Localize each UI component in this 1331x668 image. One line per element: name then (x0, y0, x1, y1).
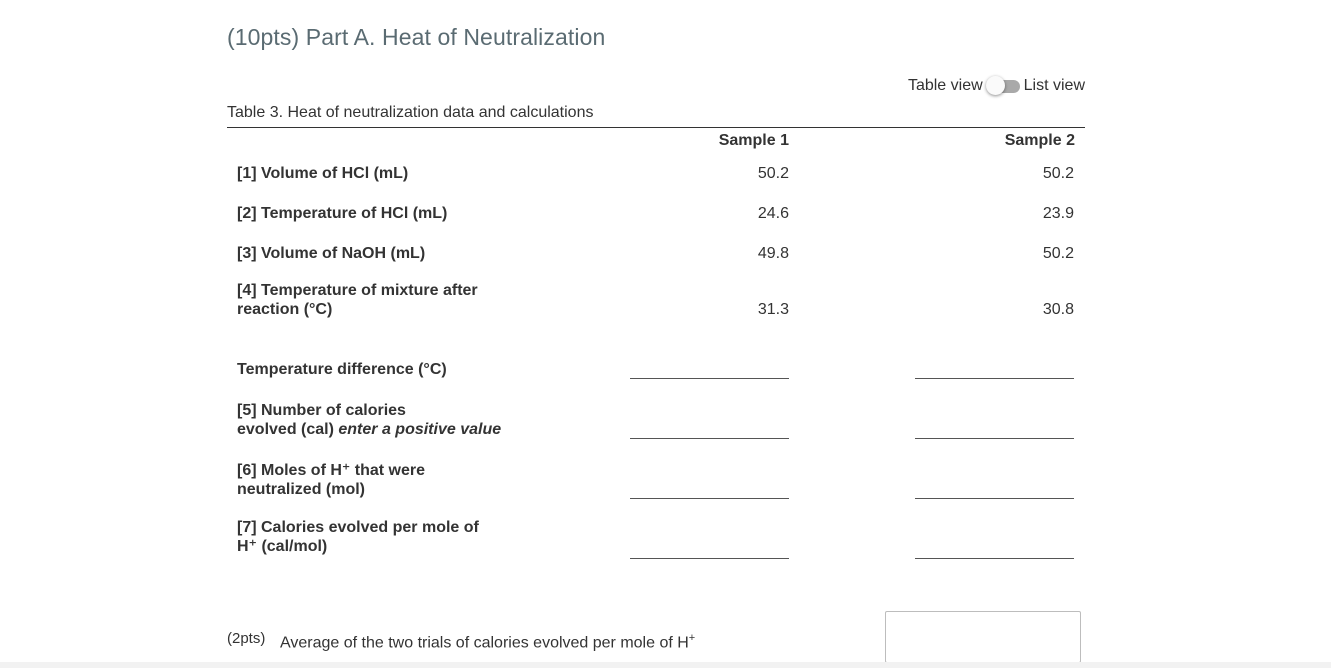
view-toggle (908, 77, 1085, 95)
row-label-moles-h-plus (237, 461, 425, 499)
average-label-text: Average of the two trials of calories evolved per mole of H (280, 634, 689, 652)
row-label-temperature-hcl: [2] Temperature of HCl (mL) (237, 205, 448, 222)
value-temperature-mixture-sample-2: 30.8 (1042, 301, 1074, 318)
row-label-temperature-mixture (237, 281, 478, 319)
value-temperature-hcl-sample-1: 24.6 (757, 205, 789, 222)
row-label-line: reaction (°C) (237, 301, 333, 318)
temperature-difference-sample-1-input[interactable] (630, 360, 789, 379)
row-label-volume-naoh: [3] Volume of NaOH (mL) (237, 245, 426, 262)
average-calories-input[interactable] (885, 611, 1081, 663)
moles-h-plus-sample-1-input[interactable] (630, 480, 789, 499)
average-label-superscript: + (688, 632, 696, 644)
value-volume-hcl-sample-1: 50.2 (757, 165, 789, 182)
view-toggle-switch[interactable] (986, 79, 1022, 94)
row-label-line: evolved (cal) (237, 421, 339, 438)
part-title: (10pts) Part A. Heat of Neutralization (227, 24, 606, 50)
calories-evolved-sample-2-input[interactable] (915, 420, 1074, 439)
column-header-sample-2: Sample 2 (1004, 132, 1075, 149)
row-label-calories-evolved (237, 401, 501, 439)
row-label-temperature-difference: Temperature difference (°C) (237, 361, 447, 378)
value-temperature-mixture-sample-1: 31.3 (757, 301, 789, 318)
calories-per-mole-sample-1-input[interactable] (630, 540, 789, 559)
calories-evolved-sample-1-input[interactable] (630, 420, 789, 439)
table-divider (227, 127, 1085, 128)
value-volume-hcl-sample-2: 50.2 (1042, 165, 1074, 182)
row-label-line: neutralized (mol) (237, 481, 366, 498)
average-label (280, 632, 695, 652)
temperature-difference-sample-2-input[interactable] (915, 360, 1074, 379)
row-label-calories-per-mole (237, 518, 479, 556)
table-caption: Table 3. Heat of neutralization data and calculations (227, 104, 594, 121)
list-view-label[interactable]: List view (1023, 77, 1085, 94)
row-label-line: H⁺ (cal/mol) (237, 538, 328, 555)
table-view-label[interactable]: Table view (907, 77, 983, 94)
row-label-line: [6] Moles of H⁺ that were (237, 462, 426, 479)
column-header-sample-1: Sample 1 (718, 132, 789, 149)
row-label-note: enter a positive value (338, 421, 502, 438)
value-temperature-hcl-sample-2: 23.9 (1042, 205, 1074, 222)
value-volume-naoh-sample-1: 49.8 (757, 245, 789, 262)
moles-h-plus-sample-2-input[interactable] (915, 480, 1074, 499)
row-label-line: [5] Number of calories (237, 402, 406, 419)
average-points: (2pts) (227, 630, 266, 647)
row-label-volume-hcl: [1] Volume of HCl (mL) (237, 165, 409, 182)
bottom-shade (0, 662, 1331, 668)
toggle-knob (986, 76, 1005, 95)
calories-per-mole-sample-2-input[interactable] (915, 540, 1074, 559)
row-label-line: [7] Calories evolved per mole of (237, 519, 479, 536)
value-volume-naoh-sample-2: 50.2 (1042, 245, 1074, 262)
row-label-line: [4] Temperature of mixture after (237, 282, 478, 299)
